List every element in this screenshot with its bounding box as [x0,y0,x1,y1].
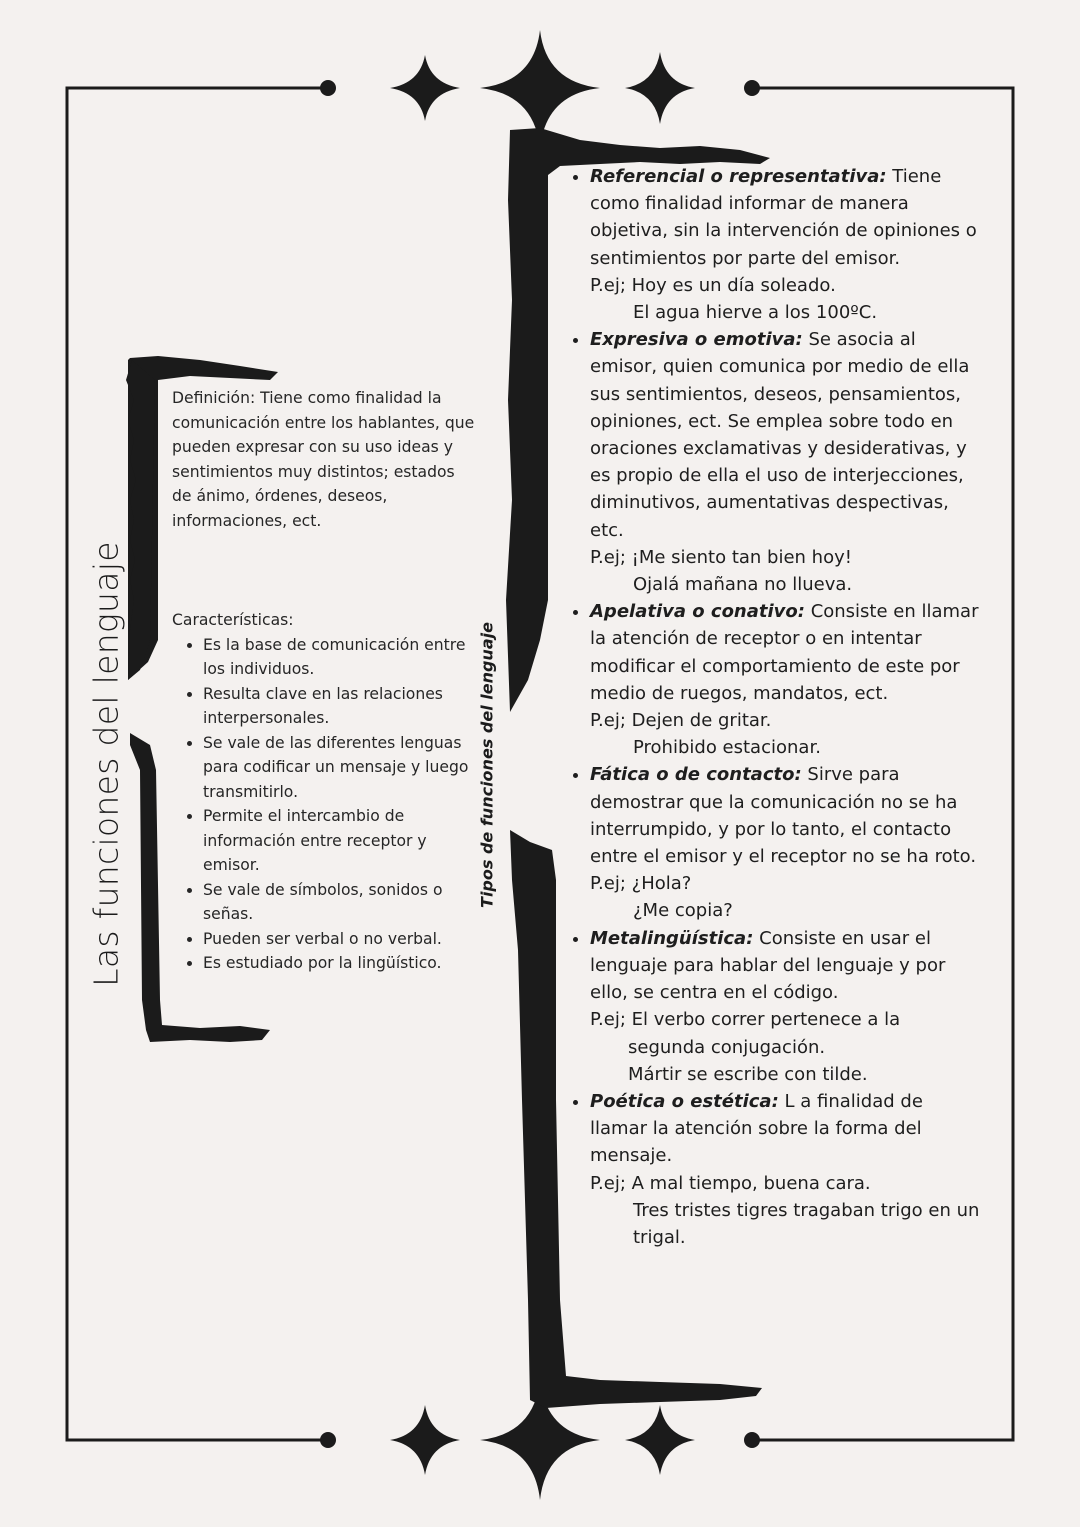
list-item: • Permite el intercambio de información entre receptor y emisor. [203,804,477,878]
function-example: El agua hierve a los 100ºC. [633,302,878,324]
functions-list [567,163,982,1251]
function-example: P.ej; Dejen de gritar. [590,710,772,732]
function-item [590,326,982,598]
function-name: Fática o de contacto: [590,764,802,786]
function-desc: L a finalidad de llamar la atención sobre la forma del mensaje. [590,1090,923,1167]
definition-text: Definición: Tiene como finalidad la comunicación entre los hablantes, que pueden expresar con su uso ideas y sentimientos muy distintos; estados de ánimo, órdenes, deseos, informaciones, ect. [172,389,475,530]
section-subtitle: Tipos de funciones del lenguaje [477,622,497,908]
function-example: Ojalá mañana no llueva. [633,574,853,596]
list-item: • Es estudiado por la lingüístico. [203,951,477,976]
characteristics-title: Características: [172,611,294,629]
function-item [590,761,982,924]
function-desc: Consiste en usar el lenguaje para hablar del lenguaje y por ello, se centra en el código. [590,927,946,1004]
page-title: Las funciones del lenguaje [86,541,126,987]
function-name: Expresiva o emotiva: [590,329,803,351]
function-desc: Sirve para demostrar que la comunicación no se ha interrumpido, y por lo tanto, el contacto entre el emisor y el receptor no se ha roto. [590,764,977,868]
function-example: P.ej; ¡Me siento tan bien hoy! [590,546,852,568]
function-example: ¿Me copia? [633,900,733,922]
left-column [172,386,477,976]
list-item: • Se vale de las diferentes lenguas para codificar un mensaje y luego transmitirlo. [203,731,477,805]
function-name: Metalingüística: [590,927,754,949]
function-example: P.ej; Hoy es un día soleado. [590,274,836,296]
function-desc: Se asocia al emisor, quien comunica por medio de ella sus sentimientos, deseos, pensamientos, opiniones, ect. Se emplea sobre todo en oraciones exclamativas y desiderativas, y es propio de ella el uso de interjecciones, diminutivos, aumentativas despectivas, etc. [590,329,970,541]
function-desc: Consiste en llamar la atención de receptor o en intentar modificar el comportamiento de este por medio de ruegos, mandatos, ect. [590,601,979,704]
list-item: • Pueden ser verbal o no verbal. [203,927,477,952]
function-example: P.ej; ¿Hola? [590,873,692,895]
function-desc: Tiene como finalidad informar de manera objetiva, sin la intervención de opiniones o sentimientos por parte del emisor. [590,166,977,269]
function-item [590,163,982,326]
function-item [590,598,982,761]
characteristics-list [172,633,477,976]
list-item: • Se vale de símbolos, sonidos o señas. [203,878,477,927]
function-name: Apelativa o conativo: [590,601,805,623]
function-example: segunda conjugación. [628,1036,826,1058]
right-column [567,163,982,1251]
function-example: Mártir se escribe con tilde. [628,1063,868,1085]
list-item: • Resulta clave en las relaciones interpersonales. [203,682,477,731]
function-example: P.ej; El verbo correr pertenece a la [590,1009,901,1031]
function-item [590,1088,982,1251]
function-name: Referencial o representativa: [590,166,887,187]
function-name: Poética o estética: [590,1090,779,1112]
list-item: • Es la base de comunicación entre los individuos. [203,633,477,682]
function-example: Prohibido estacionar. [633,737,821,759]
function-example: Tres tristes tigres tragaban trigo en un trigal. [633,1199,980,1248]
function-item [590,925,982,1088]
function-example: P.ej; A mal tiempo, buena cara. [590,1172,871,1194]
